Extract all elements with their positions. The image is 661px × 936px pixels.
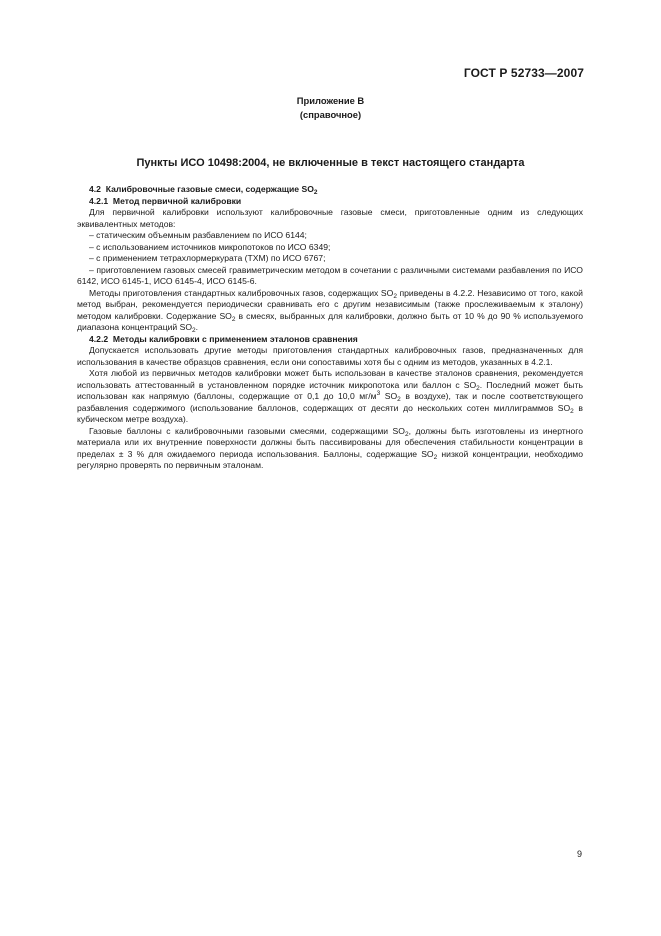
- subscript: 2: [393, 292, 397, 300]
- paragraph: [77, 368, 583, 426]
- text: , должны быть изготовлены из инертного материала или их внутренние поверхности должны быть пассивированы для обеспечения стабильности концентрации в пределах ± 3 % для ожидаемого периода использования. Баллоны, содержащие SO: [77, 425, 583, 459]
- subscript: 2: [433, 453, 438, 461]
- standard-code: ГОСТ Р 52733—2007: [463, 66, 584, 80]
- subscript: 2: [404, 430, 409, 438]
- paragraph: Допускается использовать другие методы приготовления стандартных калибровочных газов, предназначенных для использования в качестве образцов сравнения, если они сопоставимы хотя бы с одним из методов, указанных в 4.2.1.: [77, 345, 583, 367]
- text: в кубическом метре воздуха).: [77, 402, 583, 424]
- subscript: 2: [192, 327, 196, 334]
- subscript: 2: [313, 189, 318, 196]
- text: в смесях, выбранных для калибровки, должно быть от 10 % до 90 % используемого диапазона концентраций SO: [77, 310, 584, 332]
- section-number: 4.2.1: [89, 195, 109, 206]
- subscript: 2: [476, 384, 480, 392]
- text: Газовые баллоны с калибровочными газовыми смесями, содержащими SO: [89, 425, 405, 436]
- text: низкой концентрации, необходимо регулярно проверять по первичным эталонам.: [77, 448, 583, 470]
- list-item: – приготовлением газовых смесей гравиметрическим методом в сочетании с различными системами разбавления по ИСО 6142, ИСО 6145-1, ИСО 6145-4, ИСО 6145-6.: [77, 264, 583, 286]
- section-number: 4.2.2: [89, 333, 109, 344]
- section-heading-4-2-1: [77, 196, 583, 208]
- text: SO: [380, 391, 398, 401]
- list-item: – с применением тетрахлормеркурата (ТХМ) по ИСО 6767;: [89, 253, 326, 263]
- section-number: 4.2: [89, 184, 101, 194]
- text: Методы приготовления стандартных калибровочных газов, содержащих SO: [89, 287, 394, 298]
- text: приведены в 4.2.2. Независимо от того, какой метод выбран, рекомендуется периодически сравнивать его с другим независимым (также прослеживаемым к эталону) методом калибровки. Содержание SO: [77, 287, 583, 321]
- text: .: [195, 322, 199, 332]
- list-item: – с использованием источников микропотоков по ИСО 6349;: [89, 241, 331, 252]
- subscript: 2: [397, 396, 401, 403]
- text: в воздухе), так и после соответствующего разбавления содержимого (использование баллонов, содержащих от десяти до нескольких сотен миллиграммов SO: [77, 391, 583, 413]
- annex-type: (справочное): [299, 109, 362, 120]
- annex-heading: [0, 94, 661, 122]
- section-title: Калибровочные газовые смеси, содержащие SO: [105, 184, 314, 194]
- annex-body: [77, 184, 583, 472]
- section-title: Метод первичной калибровки: [112, 195, 242, 206]
- paragraph: [77, 426, 583, 472]
- page-number: 9: [576, 849, 582, 859]
- subscript: 2: [231, 315, 236, 323]
- text: . Последний может быть использован как напрямую (баллоны, содержащие от 0,1 до 10,0 мг/м: [77, 379, 583, 401]
- annex-label: Приложение В: [296, 95, 365, 106]
- annex-title: Пункты ИСО 10498:2004, не включенные в текст настоящего стандарта: [136, 157, 525, 169]
- paragraph: [77, 288, 583, 334]
- section-heading-4-2: [77, 184, 583, 196]
- list-item: – статическим объемным разбавлением по ИСО 6144;: [89, 230, 307, 240]
- text: Хотя любой из первичных методов калибровки может быть использован в качестве эталонов сравнения, рекомендуется использовать аттестованный в установленном порядке источник микропотока или баллон с SO: [77, 368, 583, 390]
- section-heading-4-2-2: [77, 334, 583, 346]
- subscript: 2: [570, 407, 574, 415]
- section-title: Методы калибровки с применением эталонов сравнения: [112, 333, 358, 344]
- paragraph: Для первичной калибровки используют калибровочные газовые смеси, приготовленные одним из следующих эквивалентных методов:: [77, 207, 583, 229]
- superscript: 3: [376, 390, 381, 397]
